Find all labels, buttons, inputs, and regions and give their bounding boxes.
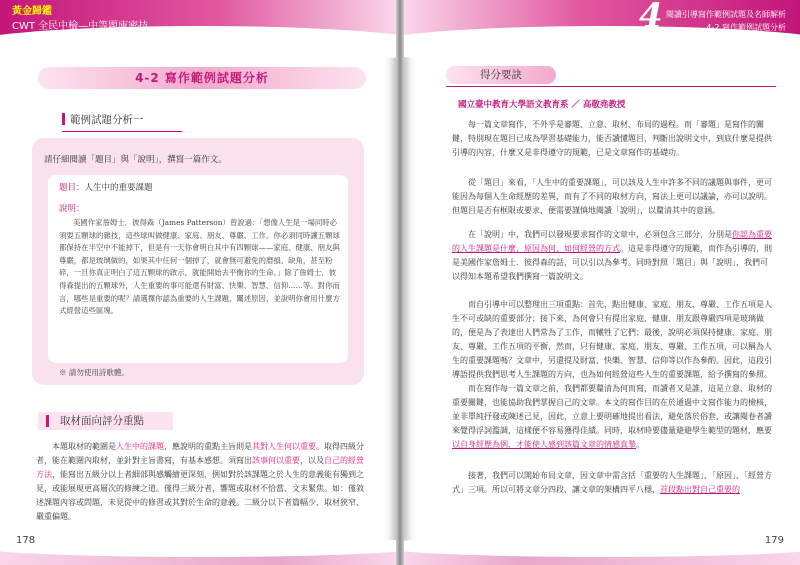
book-title: 黃金歸鑑 [12, 6, 52, 17]
series-title: CWT 全民中檢—中等題庫密技 [12, 21, 149, 32]
score-tips-title: 得分要訣 [446, 66, 556, 84]
paragraph-5: 而在寫作每一篇文章之前，我們都要釐清為何而寫，而讀者又是誰，這是立意、取材的重要關鍵，也能協助我們掌握自己的文章。本文的寫作目的在於通過中文寫作能力的檢核，並非單純抒發或陳述己見，因此，立意上要明確地提出看法，避免落於俗套，或讓閱卷者讀來覺得浮詞濫調，這樣便不容易獲得佳績。同時，取材時要儘量避避學生範型的題材，應要以自身經歷為例，才能使人感到該篇文章的情感真摯。 [452, 384, 772, 449]
explain-label: 說明： [59, 204, 85, 214]
subheading-scoring: 取材面向評分重點 [38, 412, 173, 430]
page-number-left: 178 [16, 535, 36, 546]
scoring-paragraph: 本題取材的範圍是人生中的課題，應說明的重點主旨則是其對人生何以重要。取得四級分者，能在範圍內取材，並針對主旨書寫，有基本感想。須寫出該事何以重要，以及自己的經營方法，能寫出五級分以上者細部與感觸繪更深刻，例如對於該課題之於人生的意義能有獨到之見，或能展現更高層次的修練之道。僅得三級分者，響題或取材不恰當、文末緊焦。如：僅敘述課題內容或問題，未見從中的修習或其對於生命的意義。二級分以下者篇幅少、取材狹窄、嚴重偏題。 [36, 442, 364, 521]
right-page [404, 0, 800, 565]
page-number-right: 179 [764, 535, 784, 546]
book-gutter [396, 0, 404, 565]
author-line: 國立臺中教育大學語文教育系 ／ 高敬堯教授 [458, 100, 626, 110]
chapter-number: 4 [639, 0, 663, 36]
explanation-text: 美國作家詹姆士．彼得森（James Patterson）曾說過：「想像人生是一場同時必須耍五顆球的雜技，這些球叫做健康、家庭、朋友、尊嚴、工作。你必須同時讓五顆球都保持在半空中不能掉下，但是有一天你會明白其中有四顆球——家庭、健康、朋友與尊嚴，都是玻璃做的，如果其中任何一個掉了，就會無可避免的磨損、缺角，甚至粉碎，一旦你真正明白了這五顆球的啟示，就能開始去平衡你的生命。」除了詹姆士．彼得森提出的五顆球外，人生重要的事可能還有財富、快樂、智慧、信仰……等。對你而言，哪些是重要的呢？請選擇你認為重要的人生課題，闡述原因，並說明你會用什麼方式經營這些區塊。 [59, 218, 340, 316]
chapter-subtitle: 4-2 寫作範例試題分析 [706, 23, 786, 32]
paragraph-4: 而自引導中可以整理出三項重點：首先，點出健康、家庭、朋友、尊嚴、工作五項是人生不可或缺的重要部分；接下來，為何會只有提出家庭、健康、朋友跟尊嚴四項是玻璃做的，便是為了表達出人們常為了工作，而犧牲了它們；最後，說明必須保持健康、家庭、朋友、尊嚴、工作五項的平衡，然而，只有健康、家庭、朋友、尊嚴、工作五項，可以稱為人生的重要課題嗎？文章中，另還提及財富、快樂、智慧、信仰等以作為參酌。因此，這段引導語提供我們思考人生課題的方向，也為如何經營這些人生的重要課題，給予撰寫的參照。 [452, 300, 772, 379]
topic-line: 題目：人生中的重要課題 [59, 183, 153, 193]
question-prompt: 請仔細閱讀「題目」與「說明」，撰寫一篇作文。 [44, 155, 227, 165]
note-text: ※ 請勿使用詩歌體。 [59, 368, 129, 377]
subheading-example: 範例試題分析一 [62, 112, 144, 127]
paragraph-1: 每一篇文章寫作，不外乎是審題、立意、取材、布局的過程。而「審題」是寫作的關鍵，特別現在題目已成為學習基礎能力，能否讀懂題目，判斷出說明文中，到底什麼是提供引導的內容，什麼又是非得遵守的規範，已是文章寫作的基礎功。 [452, 120, 772, 157]
paragraph-2: 從「題目」來看，「人生中的重要課題」，可以該及人生中許多不同的議題與事件，更可能因為每個人生命經歷的差異，而有了不同的取材方向，寫法上更可以議論，亦可以說明。但題目是否有框限或要求，便需要謹慎地閱讀「說明」，以釐清其中的意涵。 [452, 178, 772, 215]
left-page [0, 0, 396, 565]
chapter-title: 閱讀引導寫作範例試題及名師解析 [666, 10, 786, 19]
paragraph-6: 接著，我們可以開始布局文章，因文章中需含括「重要的人生課題」、「原因」、「經營方式」三項。所以可將文章分四段，讓文章的架構四平八穩，首段點出對自己重要的 [452, 471, 772, 494]
paragraph-3: 在「說明」中，我們可以發現要求寫作的文章中，必須包含三部分，分別是你認為重要的人生課題是什麼、原因為何、如何經營的方式。這是非得遵守的規範，而作為引導的，則是美國作家詹姆士．彼得森的話，可以引以為參考。同時對照「題目」與「說明」，我們可以得知本題希望我們撰寫一篇說明文。 [452, 230, 772, 281]
section-title: 4-2 寫作範例試題分析 [38, 67, 366, 89]
